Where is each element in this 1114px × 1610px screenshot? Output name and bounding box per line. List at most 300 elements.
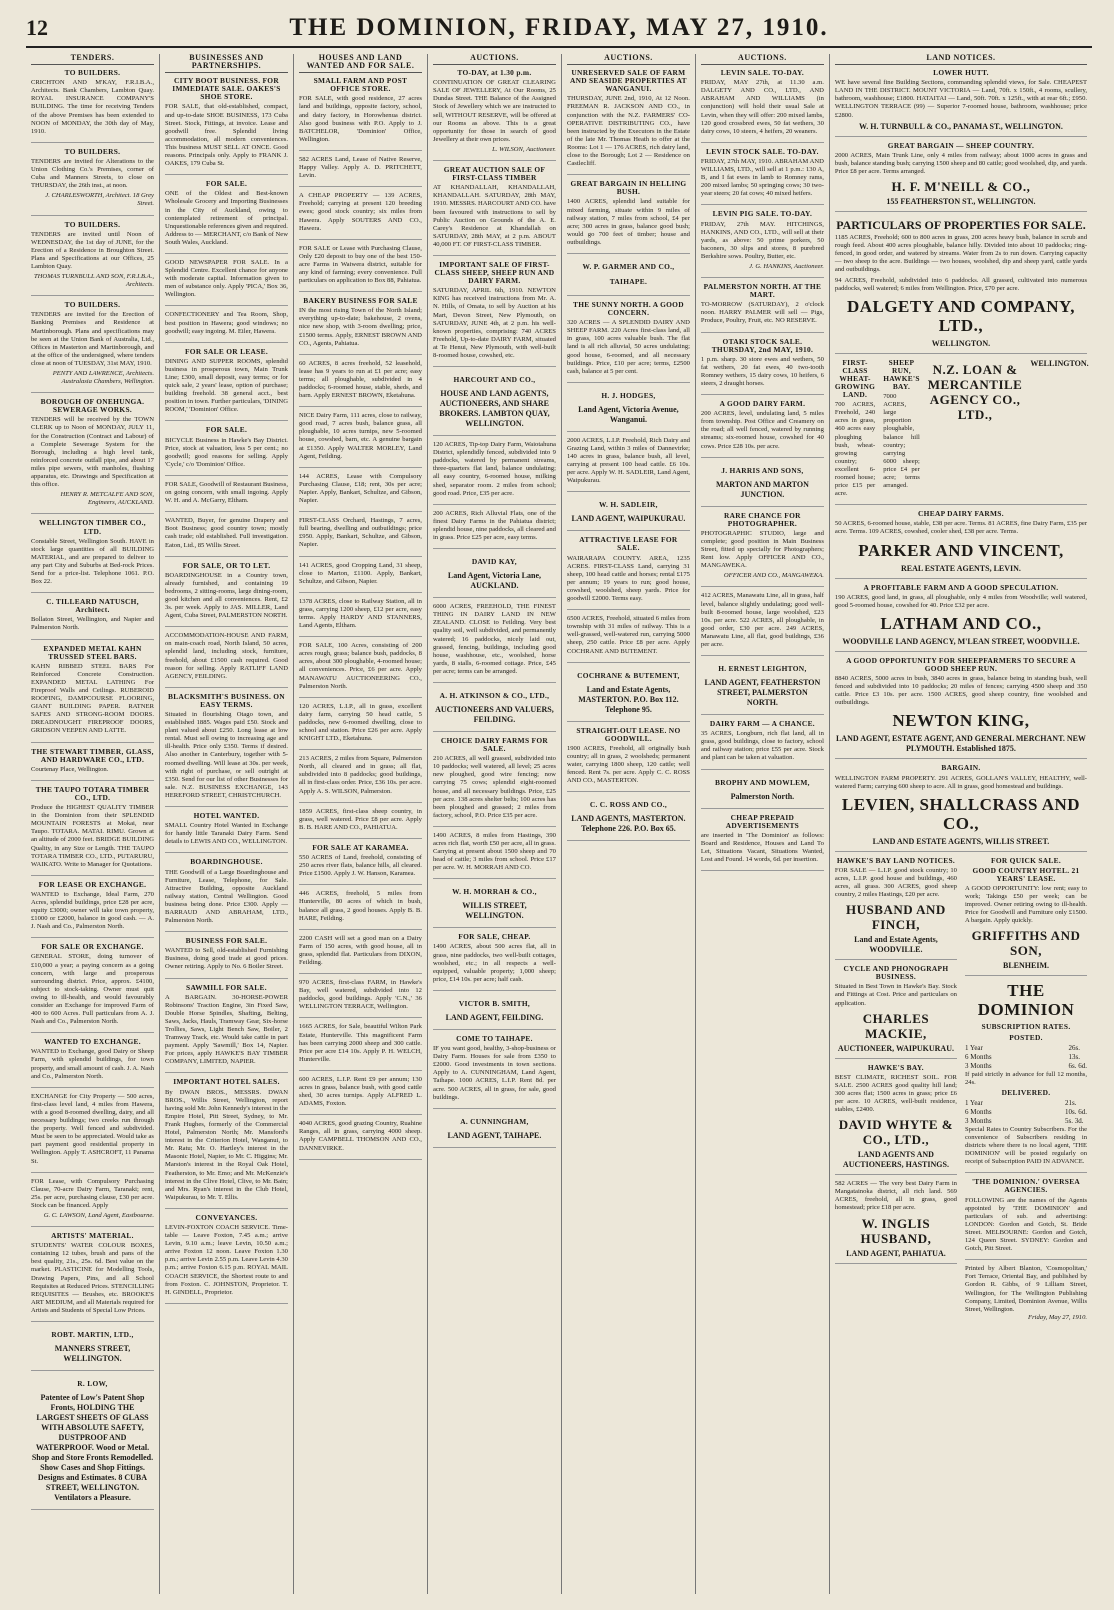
- ad-body: IN the most rising Town of the North Island; everything up-to-date; bakehouse, 2 ovens, nice new shop, with 3-room dwelling; price, £1500 terms. Apply, ERNEST BROWN AND CO., Agents, Pahiatua.: [298, 307, 422, 347]
- classified-ad: [165, 984, 288, 1074]
- ad-body: 1 p.m. sharp. 30 store ewes and wethers, 50 fat wethers, 20 fat ewes, 40 two-tooth Romney wethers, 15 dairy cows, 10 heifers, 6 steers, 2 draught horses.: [700, 355, 824, 387]
- rate-price: 5s. 3d.: [1065, 1116, 1084, 1125]
- ad-title: FOR SALE, OR TO LET.: [182, 560, 271, 570]
- ad-title: TO BUILDERS.: [64, 68, 121, 78]
- ad-body: BICYCLE Business in Hawke's Bay District. Price, stock at valuation, less 5 per cent.; no goodwill; good reasons for selling. Apply 'Cycle,' c/o 'Dominion' Office.: [164, 436, 288, 468]
- ad-title: LEVIN PIG SALE. TO-DAY.: [712, 209, 813, 219]
- advertiser-name: DALGETY AND COMPANY, LTD.,: [846, 296, 1075, 335]
- advertiser-address: REAL ESTATE AGENTS, LEVIN.: [900, 563, 1021, 573]
- ad-body: TENDERS are invited for Alterations to the Union Clothing Co.'s Premises, corner of Cuba and Manners Streets, to close on THURSDAY, the 26th inst., at noon.: [31, 157, 154, 190]
- column-auctions-3: [696, 54, 830, 1594]
- ad-body: By DWAN BROS., MESSRS. DWAN BROS., Willis Street, Wellington, report having sold Mr. John Kennedy's interest in the Empire Hotel, Pitt Street, Sydney, to Mr. Frank Hughes, formerly of the Commercial Hotel, Palmerston North; Mr. Mansford's interest in the Criterion Hotel, Wanganui, to Mr. Ratu; Mr. O. Hartley's interest in the Masonic Hotel, Napier, to Mr. C. Higgins; Mr. Marston's interest in the Royal Oak Hotel, Featherston, to Mr. Emo; and Mr. McKenzie's interest in the Clive Hotel, Clive, to Mr. Bain; and Mrs. Ryan's interest in the Club Hotel, Waipukurau, to Mr. T. Ellis.: [164, 1088, 288, 1201]
- ad-body: CONTINUATION OF GREAT CLEARING SALE OF JEWELLERY, At Our Rooms, 25 Dundas Street. THE Balance of the Assigned Stock of Jewellery which we are instructed to sell, WITHOUT RESERVE, will be offered at our Rooms as above. This is a great opportunity for those in search of good Jewellery at their own prices.: [432, 79, 556, 143]
- classified-ad: [701, 592, 824, 656]
- ad-title: ROBT. MARTIN, LTD.,: [51, 1330, 134, 1339]
- ad-body: 550 ACRES of Land, freehold, consisting of 250 acres river flats, balance hills, all cleared. Price £1500. Apply J. W. Hanson, Karamea.: [298, 854, 422, 878]
- ad-body: Patentee of Low's Patent Shop Fronts, HOLDING THE LARGEST SHEETS OF GLASS WITH ABSOLUTE SAFETY, DUSTPROOF AND WATERPROOF. Wood or Metal. Shop and Store Fronts Remodelled. Show Cases and Shop Fittings. Designs and Estimates. 8 CUBA STREET, WELLINGTON. Ventilators a Pleasure.: [31, 1393, 154, 1502]
- advertiser-name: DAVID WHYTE & CO., LTD.,: [838, 1117, 954, 1148]
- classified-ad: [433, 166, 556, 256]
- advertiser-address: LAND AND ESTATE AGENTS, WILLIS STREET.: [872, 836, 1050, 846]
- classified-ad: [165, 426, 288, 475]
- advertiser-name: LEVIEN, SHALLCRASS AND CO.,: [841, 794, 1081, 833]
- ad-title: A. H. ATKINSON & CO., LTD.,: [439, 690, 550, 700]
- classified-ad: [31, 519, 154, 593]
- classified-ad: [701, 69, 824, 143]
- rate-note: If paid strictly in advance for full 12 months, 24s.: [964, 1070, 1088, 1086]
- classified-ad: [299, 412, 422, 468]
- classified-ad: [299, 1076, 422, 1115]
- classified-ad: [299, 935, 422, 974]
- ad-title: VICTOR B. SMITH,: [458, 998, 531, 1008]
- ad-body: FRIDAY, 27th MAY. HITCHINGS, HANKINS, AND CO., LTD., will sell at their yards, as above: 50 prime porkers, 50 baconers, 30 slips and stores, 8 purebred Berkshire sows. Poultry, Butter, etc.: [700, 220, 824, 260]
- ad-body: LAND AGENT, FEATHERSTON STREET, PALMERSTON NORTH.: [704, 678, 821, 708]
- ad-title: J. HARRIS AND SONS,: [721, 465, 804, 475]
- classified-ad: [701, 661, 824, 715]
- rate-note: Special Rates to Country Subscribers. For the convenience of Subscribers residing in districts where there is no local agent, 'THE DOMINION' will be posted regularly on receipt of Subscription PAID IN ADVANCE.: [964, 1125, 1088, 1166]
- ad-body: GENERAL STORE, doing turnover of £10,000 a year; a paying concern as a going concern, with large and prosperous surrounding district. Price, approx. £4100, subject to stock-taking. Owner must quit owing to ill-health, and would favourably consider an Exchange for improved Farm of 400 to 600 Acres. Full particulars from A. J. Nash and Co., Palmerston North.: [31, 953, 154, 1026]
- ad-body: 1400 ACRES, splendid land suitable for mixed farming, situate within 9 miles of railway station, 7 miles from school, £4 per acre; 300 acres in grass, balance good bush; would go 700 feet of timber; house and outbuildings.: [566, 198, 690, 246]
- ad-title: UNRESERVED SALE OF FARM AND SEASIDE PROPERTIES AT WANGANUI.: [569, 68, 687, 94]
- ad-body: 1378 ACRES, close to Railway Station, all in grass, carrying 1200 sheep, £12 per acre, easy terms. Apply HARDY AND STANNERS, Land Agents, Eltham.: [298, 597, 422, 630]
- imprint: [965, 1265, 1087, 1322]
- ad-body: Palmerston North.: [730, 791, 795, 801]
- ad-title: COME TO TAIHAPE.: [456, 1033, 533, 1043]
- ad-body: 600 ACRES, L.I.P. Rent £9 per annum; 130 acres in grass, balance bush, with good cattle shed, 30 acres turnips. Apply ALFRED L. ADAMS, Foxton.: [298, 1075, 422, 1108]
- classified-ad: [433, 261, 556, 367]
- ad-body: FOLLOWING are the names of the Agents appointed by 'THE DOMINION' and particulars of sub. and advertising: LONDON: Gordon and Gotch, St. Bride Street. MELBOURNE: Gordon and Gotch, 124 Queen Street. SYDNEY: Gordon and Gotch, Pitt Street.: [964, 1196, 1088, 1253]
- classified-ad: [165, 693, 288, 807]
- classified-ad: [701, 148, 824, 206]
- rates-title: SUBSCRIPTION RATES.: [981, 1022, 1071, 1032]
- classified-ad: [299, 192, 422, 239]
- classified-ad: [165, 180, 288, 254]
- classified-ad: [701, 338, 824, 396]
- ad-signature: G. C. LAWSON, Land Agent, Eastbourne.: [43, 1211, 154, 1219]
- ad-title: DAIRY FARM — A CHANCE.: [709, 719, 815, 729]
- classified-ad: [165, 311, 288, 342]
- rate-label: 6 Months: [964, 1052, 992, 1061]
- classified-ad: [299, 473, 422, 512]
- subscription-box: [965, 981, 1087, 1173]
- ad-title: FOR LEASE OR EXCHANGE.: [38, 879, 147, 889]
- classified-ad: [31, 1376, 154, 1510]
- ad-lower-hutt: [835, 69, 1087, 137]
- ad-body: TENDERS will be received by the TOWN CLERK up to Noon of MONDAY, JULY 11, for the Construction (Contract and Labour) of a Complete Sewerage System for the Borough, including a high level tank, reinforced concrete outfall pipe, and about 17 miles pipe sewers, with manholes, flushing apparatus, etc. Drawings and Specification at this office.: [31, 416, 154, 489]
- ad-body: 1900 ACRES, Freehold, all originally bush country; all in grass, 2 woolsheds; permanent water, carrying 1800 sheep, 120 cattle; well fenced. Rent 7s. per acre. Apply C. C. ROSS AND CO., MASTERTON.: [566, 744, 690, 785]
- ad-body: 190 ACRES, good land, in grass, all ploughable, only 4 miles from Woodville; well watered, good 5-roomed house, cowshed for 40. Price £32 per acre.: [834, 593, 1088, 609]
- classified-ad: [299, 1023, 422, 1070]
- ad-body: 2000 ACRES, L.I.P. Freehold, Rich Dairy and Grazing Land, within 3 miles of Dannevirke; 140 acres in grass, balance bush, all level, carrying at present 100 head cattle. £6 10s. per acre. Apply W. H. SADLEIR, Land Agent, Waipukurau.: [566, 436, 690, 485]
- ad-body: HOUSE AND LAND AGENTS, AUCTIONEERS, AND SHARE BROKERS. LAMBTON QUAY, WELLINGTON.: [439, 389, 550, 429]
- advertiser-name: W. INGLIS HUSBAND,: [860, 1215, 932, 1246]
- classified-ad: [701, 720, 824, 769]
- ad-body: 2000 ACRES, Main Trunk Line, only 4 miles from railway; about 1000 acres in grass and bush, balance standing bush; carrying 1500 sheep and 80 cattle; good woolshed, dip, and yards. Price £8 per acre. Terms arranged.: [834, 151, 1088, 175]
- classified-ad: [433, 737, 556, 827]
- ad-title: C. C. ROSS AND CO.,: [589, 800, 667, 810]
- ad-body: 94 ACRES, Freehold, subdivided into 6 paddocks. All grassed, cultivated into numerous paddocks, well watered; 6 miles from Wellington. Price, £70 per acre.: [834, 276, 1088, 292]
- ad-title: TO BUILDERS.: [64, 219, 121, 229]
- ad-body: 320 ACRES — A SPLENDID DAIRY AND SHEEP FARM. 220 Acres first-class land, all in grass, 100 acres valuable bush. The flat land is all rich alluvial, 50 acres undulating; good house, 6-roomed, and all necessary buildings. Price, £10 per acre; terms, £2500 cash, balance at 5 per cent.: [566, 319, 690, 375]
- ad-body: CONFECTIONERY and Tea Room, Shop, best position in Hawera; good windows; no goodwill; easy ingoing. M. Eiler, Hawera.: [164, 311, 288, 335]
- classified-ad: [31, 301, 154, 393]
- ad-title: OTAKI STOCK SALE. THURSDAY, 2nd MAY, 1910.: [711, 336, 814, 354]
- ad-list: [701, 69, 824, 871]
- ad-body: EXCHANGE for City Property — 500 acres, first-class level land, 4 miles from Hawera, with a good 8-roomed dwelling, dairy, and all necessary buildings; two creeks run through the property. Well fenced and subdivided. Must be seen to be appreciated. Would take as part payment good residential property in Wellington. Apply T. ASHCROFT, 11 Panama St.: [31, 1092, 154, 1165]
- ad-body: 120 ACRES, Tip-top Dairy Farm, Waiotahuna District, splendidly fenced, subdivided into 9 paddocks, watered by permanent streams, three-quarters flat land, balance undulating; all easy country, 6-roomed house, milking shed, separator room. 2 miles from school; good road. Price, £35 per acre.: [432, 441, 556, 497]
- ad-title: R. LOW,: [77, 1379, 108, 1388]
- classified-ad: [433, 69, 556, 161]
- classified-ad: [433, 441, 556, 505]
- rate-label: 3 Months: [964, 1061, 992, 1070]
- classified-ad: [299, 297, 422, 355]
- ad-title: FOR SALE.: [205, 179, 248, 189]
- ad-title: SHEEP RUN, HAWKE'S BAY.: [883, 357, 920, 391]
- ad-title: FOR QUICK SALE.: [991, 855, 1061, 865]
- ad-title: A. CUNNINGHAM,: [460, 1116, 529, 1126]
- classified-ad: [567, 437, 690, 493]
- dominion-banner: THE DOMINION: [977, 981, 1075, 1020]
- ad-list: [31, 69, 154, 1510]
- column-heading: AUCTIONS.: [433, 54, 556, 65]
- classified-ad: [701, 210, 824, 278]
- ad-body: 213 ACRES, 2 miles from Square, Palmerston North, all cleared and in grass; all flat, subdivided into 8 paddocks; good buildings, all in first-class order. Price, £36 10s. per acre. Apply A. S. WILSON, Palmerston.: [298, 755, 422, 795]
- advertiser-name: W. H. TURNBULL & CO., PANAMA ST., WELLINGTON.: [859, 121, 1063, 131]
- column-auctions-2: [562, 54, 696, 1594]
- ad-body: NICE Dairy Farm, 111 acres, close to railway, good road, 7 acres bush, balance grass, all ploughable, 10 acres turnips, new 5-roomed house, cowshed, barn, etc. A genuine bargain at £1350. Apply WALTER MORLEY, Land Agent, Feilding.: [298, 412, 422, 460]
- classified-ad: [299, 1120, 422, 1159]
- classified-ad: [701, 463, 824, 507]
- ad-title: BROPHY AND MOWLEM,: [714, 777, 810, 787]
- column-auctions-1: [428, 54, 562, 1594]
- classified-ad: [165, 632, 288, 688]
- classified-ad: [31, 69, 154, 143]
- ad-mcneill: [835, 142, 1087, 212]
- ad-body: FOR SALE, Goodwill of Restaurant Business, on going concern, with small ingoing. Apply W. H. and A. McGarry, Eltham.: [164, 480, 288, 505]
- ad-body: KAHN RIBBED STEEL BARS For Reinforced Concrete Construction. EXPANDED METAL LATHING For Fireproof Walls and Ceilings. RUBEROID ROOFING, DAMPCOURSE FLOORING, GIANT BUILDING PAPER. RATNER SAFES AND STRONG-ROOM DOORS. DREADNOUGHT FIREPROOF DOORS, GRIDSON VEEPEN AND LATTE.: [31, 662, 154, 735]
- ad-body: 60 ACRES, 8 acres freehold, 52 leasehold, lease has 9 years to run at £1 per acre; easy terms; all ploughable, subdivided in 4 paddocks; 6-roomed house, stable, sheds, and barn. Apply ERNEST BROWN, Eketahuna.: [298, 359, 422, 400]
- ad-title: CHEAP DAIRY FARMS.: [918, 509, 1004, 519]
- advertiser-name: LATHAM AND CO.,: [880, 613, 1042, 633]
- ad-body: 412 ACRES, Manawatu Line, all in grass, half level, balance slightly undulating; good well-built 8-roomed house, large woolshed, £23 10s. per acre. 522 ACRES, all ploughable, in good order, £30 per acre. 249 ACRES, Manawatu Line, all flat, good buildings, £36 per acre.: [700, 592, 824, 648]
- rate-label: 3 Months: [964, 1116, 992, 1125]
- ad-body: SMALL Country Hotel Wanted in Exchange for handy little Taranaki Dairy Farm. Send details to LEWIS AND CO., WELLINGTON.: [164, 822, 288, 846]
- ad-body: DINING AND SUPPER ROOMS, splendid business in prosperous town, Main Trunk Line; £300, small deposit, easy terms; or for quick sale, 2 years' lease, option of purchase; building freehold. 38 general acct., best position in town. Further particulars, 'DINING ROOM,' 'Dominion' Office.: [164, 357, 288, 414]
- ad-title: LEVIN STOCK SALE. TO-DAY.: [706, 146, 819, 156]
- classified-ad: [567, 727, 690, 793]
- classified-ad: [433, 603, 556, 683]
- advertiser-address: WELLINGTON.: [1030, 358, 1089, 368]
- ad-title: HARCOURT AND CO.,: [453, 375, 536, 385]
- advertiser-name: H. F. M'NEILL & CO.,: [891, 179, 1031, 195]
- ad-body: LAND AGENT, WAIPUKURAU.: [571, 514, 686, 524]
- ad-body: FIRST-CLASS Orchard, Hastings, 7 acres, full bearing, dwelling and outbuildings; price £950. Apply, Bankart, Schultze, and Gibson, Napier.: [298, 517, 422, 549]
- ad-body: Land Agent, Victoria Lane, AUCKLAND.: [447, 571, 541, 591]
- classified-ad: [433, 996, 556, 1030]
- ad-body: Situated in flourishing Otago town, and established 1885. Wages paid £50. Stock and plant valued about £250. Long lease at low rental. Must sell owing to increasing age and ill-health. Price only £350. Terms if desired. Also another in Canterbury, together with 5-roomed dwelling. Will lease at 30s. per week, with right of purchase, or sell outright at £350. Send for our list of other Businesses for sale. N.Z. BUSINESS EXCHANGE, 143 HEREFORD STREET, CHRISTCHURCH.: [164, 711, 288, 799]
- ad-body: Produce the HIGHEST QUALITY TIMBER in the Dominion from their SPLENDID MOUNTAIN FORESTS at Mokai, near Taupo. TOTARA. MATAI. RIMU. Grown at an altitude of 2000 feet. BRIDGE BUILDING Quality, in any Size or Length. THE TAUPO TOTARA TIMBER CO., LTD., PUTARURU, WAIKATO. Write to Manager for Quotations.: [31, 804, 154, 868]
- ad-mackie: [835, 965, 957, 1058]
- ad-title: TO BUILDERS.: [64, 300, 121, 310]
- ad-body: Bollaton Street, Wellington, and Napier and Palmerston North.: [31, 616, 154, 632]
- ad-title: THE STEWART TIMBER, GLASS, AND HARDWARE CO., LTD.: [31, 746, 154, 764]
- ad-body: 446 ACRES, freehold, 5 miles from Hunterville, 80 acres of which in bush, balance all grass, 2 good houses. Apply B. B. HARE, Feilding.: [298, 890, 422, 922]
- column-heading: AUCTIONS.: [701, 54, 824, 65]
- ad-body: 2200 CASH will set a good man on a Dairy Farm of 150 acres, with good house, all in grass, splendid flat. Particulars from DIXON, Feilding.: [298, 934, 422, 966]
- ad-body: GOOD NEWSPAPER FOR SALE. In a Splendid Centre. Excellent chance for anyone with moderate capital. Information given to men of substance only. Apply 'PICA,' Box 36, Wellington.: [164, 258, 288, 299]
- ad-title: CHOICE DAIRY FARMS FOR SALE.: [440, 735, 549, 754]
- classified-ad: [299, 979, 422, 1018]
- ad-title: ATTRACTIVE LEASE FOR SALE.: [579, 535, 678, 553]
- ad-body: 6000 ACRES, FREEHOLD, THE FINEST THING IN DAIRY LAND IN NEW ZEALAND. CLOSE to Feilding. Very best quality soil, well subdivided, and permanently watered; 16 paddocks, nicely laid out, grassed, fencing, buildings, including good house, washhouse, etc., woolshed, horse yards, 8 stalls, 6-roomed cottage. Price, £45 per acre; terms can be arranged.: [432, 603, 556, 675]
- classified-ad: [433, 933, 556, 991]
- classified-ad: [299, 844, 422, 885]
- rate-label: 6 Months: [964, 1107, 992, 1116]
- classified-ad: [701, 775, 824, 809]
- delivered-title: DELIVERED.: [1001, 1087, 1051, 1097]
- ad-body: FRIDAY, 27th MAY, 1910. ABRAHAM AND WILLIAMS, LTD., will sell at 1 p.m.: 130 A, B, and I fat ewes in lamb to Romney rams, 200 mixed lambs; 50 springing cows; 30 two-year steers; 20 fat cows; 40 mixed heifers.: [700, 157, 824, 198]
- particulars-banner: PARTICULARS OF PROPERTIES FOR SALE.: [836, 218, 1086, 233]
- classified-ad: [433, 510, 556, 549]
- ad-body: 120 ACRES, L.I.P., all in grass, excellent dairy farm, carrying 50 head cattle, 5 paddocks, new 6-roomed dwelling, close to school and station. Price £26 per acre. Apply KNIGHT LTD., Eketahuna.: [298, 702, 422, 743]
- ad-title: A GOOD OPPORTUNITY FOR SHEEPFARMERS TO SECURE A GOOD SHEEP RUN.: [846, 655, 1076, 673]
- classified-ad: [567, 615, 690, 662]
- ad-title: BAKERY BUSINESS FOR SALE: [303, 296, 418, 306]
- ad-body: TENDERS are invited until Noon of WEDNESDAY, the 1st day of JUNE, for the Erection of a Residence in Broughton Street. Plans and Specifications at our Offices, 25 Lambton Quay.: [31, 230, 154, 270]
- ad-body: STUDENTS' WATER COLOUR BOXES, containing 12 tubes, brush and pans of the best quality, 21s., 25s. 6d. Best value on the market. PLASTICINE for Modelling Tools, Drawing Papers, Pins, and all School Requisites at Reduced Prices. STENCILLING REQUISITES — Brushes, etc. BROOKE'S ART MEDIUM, and all Materials required for Artists and Students of Special Low Prices.: [31, 1242, 154, 1314]
- classified-ad: [567, 497, 690, 531]
- ad-title: LEVIN SALE. TO-DAY.: [720, 68, 805, 78]
- advertiser-address: LAND AGENTS AND AUCTIONEERS, HASTINGS.: [842, 1150, 949, 1170]
- column-heading: AUCTIONS.: [567, 54, 690, 65]
- classified-ad: [701, 512, 824, 588]
- ad-title: STRAIGHT-OUT LEASE. NO GOODWILL.: [576, 725, 681, 743]
- bottom-left: [835, 857, 957, 1322]
- ad-body: 1859 ACRES, first-class sheep country, in grass, well watered. Price £8 per acre. Apply B. B. HARE AND CO., PAHIATUA.: [298, 807, 422, 831]
- classified-ad: [299, 598, 422, 637]
- ad-body: WILLIS STREET, WELLINGTON.: [462, 901, 527, 921]
- ad-signature: PENTY AND LAWRENCE, Architects. Australasia Chambers, Wellington.: [52, 370, 154, 386]
- rate-price: 6s. 6d.: [1068, 1061, 1088, 1070]
- ad-body: 4040 ACRES, good grazing Country, Ruahine Ranges, all in grass, carrying 4000 sheep. Apply CAMPBELL THOMSON AND CO., DANNEVIRKE.: [298, 1120, 422, 1152]
- classified-ad: [165, 858, 288, 932]
- ad-body: 200 ACRES, level, undulating land, 5 miles from township. Post Office and Creamery on the road; all well fenced, watered by running streams; six-roomed house, cowshed for 40 cows. Price £28 10s. per acre.: [700, 410, 824, 450]
- classified-ad: [567, 797, 690, 841]
- rate-label: 1 Year: [964, 1098, 983, 1107]
- ad-body: Land and Estate Agents, MASTERTON. P.O. Box 112. Telephone 95.: [578, 684, 679, 714]
- advertiser-address: WELLINGTON.: [931, 338, 991, 348]
- ad-newton-king: [835, 657, 1087, 760]
- ad-body: LAND AGENT, TAIHAPE.: [447, 1130, 542, 1140]
- classified-ad: [31, 1232, 154, 1322]
- classified-ad: [299, 77, 422, 151]
- classified-ad: [165, 812, 288, 853]
- ad-body: 1490 ACRES, 8 miles from Hastings, 390 acres rich flat, worth £50 per acre, all in grass. Carrying at present about 1500 sheep and 70 head of cattle; 3 miles from school. Price £17 per acre. W. H. MORRAH AND CO.: [432, 831, 556, 872]
- ad-nzloan: [835, 359, 1087, 506]
- ad-body: FOR SALE, 100 Acres, consisting of 200 acres rough, grass; balance bush, paddocks, 8 acres, about 300 ploughable, 4-roomed house; all conveniences. Price, £6 per acre. Apply MANAWATU AUCTIONEERING CO., Palmerston North.: [298, 642, 422, 690]
- classified-ad: [567, 388, 690, 432]
- ad-dalgety: [835, 234, 1087, 354]
- ad-title: FOR SALE OR EXCHANGE.: [41, 942, 144, 952]
- ad-body: BEST CLIMATE, RICHEST SOIL. FOR SALE. 2500 ACRES good quality hill land; 300 acres flat; 1500 acres in grass; price £6 per acre. 10 ACRES, well-built residence, stables, £2400.: [834, 1073, 957, 1114]
- ad-body: FRIDAY, MAY 27th, at 11.30 a.m. DALGETY AND CO., LTD., AND ABRAHAM AND WILLIAMS (in conjunction) will hold their usual Sale at Levin, when they will offer: 200 mixed lambs, 120 good crossbred ewes, 50 fat wethers, 30 dairy cows, 10 steers, 4 heifers, 20 weaners.: [700, 79, 824, 135]
- column-businesses: [160, 54, 294, 1594]
- ad-sheep-run: [883, 359, 920, 501]
- ad-title: W. H. SADLEIR,: [599, 500, 658, 510]
- ad-body: 6500 ACRES, Freehold, situated 6 miles from township with 31 miles of railway. This is a well-grassed, well-watered run, carrying 5000 sheep, 250 cattle. Price £8 per acre. Apply COCHRANE AND BUTEMENT.: [566, 615, 690, 655]
- overseas-agencies: [965, 1178, 1087, 1260]
- ad-title: CHEAP PREPAID ADVERTISEMENTS: [725, 812, 800, 830]
- imprint-text: Printed by Albert Blanton, 'Cosmopolitan,' Fort Terrace, Oriental Bay, and published by Gordon R. Gibbs, of 9 Lilliam Street, Wellington, for The Wellington Publishing Company, Limited, Dominion Avenue, Willis Street, Wellington.: [964, 1265, 1088, 1313]
- ad-body: 7000 ACRES, large proportion ploughable, balance hill country; carrying 6000 sheep; price £4 per acre; terms arranged.: [883, 393, 920, 490]
- classified-ad: [165, 562, 288, 628]
- ad-levien: [835, 764, 1087, 851]
- ad-title: WANTED TO EXCHANGE.: [44, 1037, 141, 1047]
- ad-body: 1185 ACRES, Freehold; 600 to 800 acres in grass, 200 acres heavy bush, balance in scrub and rough feed. About 400 acres ploughable, balance hilly. Divided into about 10 paddocks; ring-fenced, in good order, and watered by streams. Water from 2s to run down. Carrying capacity — two sheep to the acre. Buildings — two houses, woolshed, dip and sheep yard, cattle yards and outbuildings.: [834, 234, 1088, 274]
- ad-body: 50 ACRES, 6-roomed house, stable, £38 per acre. Terms. 81 ACRES, fine Dairy Farm, £35 per acre. Terms. 109 ACRES, cowshed, cooler shed, £38 per acre. Terms.: [834, 520, 1088, 536]
- ad-body: FOR SALE — L.I.P. good stock country; 10 acres, L.I.P. good house and buildings, 460 acres, all grass. 300 ACRES, good sheep country, 2 miles Hastings, £20 per acre.: [834, 866, 957, 899]
- ad-title: EXPANDED METAL KAHN TRUSSED STEEL BARS.: [43, 643, 142, 661]
- ad-body: Courtenay Place, Wellington.: [31, 765, 109, 773]
- ad-title: A GOOD DAIRY FARM.: [719, 399, 806, 409]
- classified-ad: [701, 283, 824, 332]
- ad-body: PHOTOGRAPHIC STUDIO, large and complete; good position in Main Business Street, fitted up specially for Photographers; Rent low. Apply OFFICER AND CO., MANGAWEKA.: [700, 529, 824, 570]
- classified-ad: [299, 808, 422, 839]
- ad-title: IMPORTANT HOTEL SALES.: [173, 1077, 280, 1087]
- ad-body: WELLINGTON FARM PROPERTY. 291 ACRES, GOLLAN'S VALLEY, HEALTHY, well-watered Farm; carrying 600 sheep to acre. All in grass, good homestead and buildings.: [834, 774, 1088, 790]
- advertiser-address: WOODVILLE LAND AGENCY, M'LEAN STREET, WOODVILLE.: [842, 636, 1080, 646]
- classified-ad: [299, 517, 422, 556]
- classified-ad: [567, 301, 690, 383]
- ad-title: HAWKE'S BAY LAND NOTICES.: [836, 855, 956, 865]
- ad-griffiths: [965, 857, 1087, 977]
- ad-whyte: [835, 1064, 957, 1176]
- ad-body: are inserted in 'The Dominion' as follows: Board and Residence, Houses and Land To Let, Situations Vacant, Situations Wanted, Lost and Found. 14 words, 6d. per insertion.: [700, 831, 824, 863]
- ad-body: 200 ACRES, Rich Alluvial Flats, one of the finest Dairy Farms in the Pahiatua district; splendid house, nine paddocks, all cleared and in grass. Price £25 per acre, easy terms.: [432, 509, 556, 542]
- ad-title: GREAT BARGAIN — SHEEP COUNTRY.: [887, 140, 1035, 150]
- ad-body: LEVIN-FOXTON COACH SERVICE. Time-table — Leave Foxton, 7.45 a.m.; arrive Levin, 9.10 a.m.; leave Levin, 10.50 a.m.; arrive Foxton 12 noon. Leave Foxton 1.30 p.m.; arrive Levin 2.55 p.m. Leave Levin 4.30 p.m.; arrive Foxton 6.15 p.m. ROYAL MAIL COACH SERVICE, the Shortest route to and from Foxton. C. JOHNSTON, Proprietor. T. H. GINDELL, Proprietor.: [164, 1223, 288, 1296]
- classified-ad: [31, 943, 154, 1033]
- ad-body: THE Goodwill of a Large Boardinghouse and Furniture, Lease, Telephone, for Sale. Attractive Building, opposite Auckland railway station, Central Wellington. Good business being done. Price £300. Apply — BARRAUD AND ABRAHAM, LTD., Palmerston North.: [164, 868, 288, 925]
- ad-title: GREAT BARGAIN IN HELLING BUSH.: [570, 179, 687, 197]
- classified-ad: [567, 259, 690, 296]
- bottom-right: [965, 857, 1087, 1322]
- ad-body: 35 ACRES, Longburn, rich flat land, all in grass, good buildings, close to factory, school and railway station; price £55 per acre. Stock and plant can be taken at valuation.: [700, 730, 824, 762]
- classified-ad: [299, 562, 422, 593]
- classified-ad: [165, 259, 288, 306]
- classified-ad: [31, 1038, 154, 1087]
- advertiser-address: BLENHEIM.: [1002, 961, 1049, 971]
- ad-title: LOWER HUTT.: [933, 68, 989, 78]
- ad-list: [567, 69, 690, 841]
- ad-signature: J. CHARLESWORTH, Architect. 18 Grey Street.: [45, 192, 154, 208]
- ad-title: TO BUILDERS.: [64, 146, 121, 156]
- ad-title: PALMERSTON NORTH. AT THE MART.: [703, 282, 822, 300]
- ad-body: 144 ACRES, Lease with Compulsory Purchasing Clause, £18; rent, 30s per acre; Napier. Apply, Bankart, Schultze, and Gibson, Napier.: [298, 472, 422, 505]
- ad-body: AUCTIONEERS AND VALUERS, FEILDING.: [435, 704, 554, 724]
- ad-title: WELLINGTON TIMBER CO., LTD.: [39, 518, 146, 536]
- classified-ad: [299, 642, 422, 698]
- ad-signature: L. WILSON, Auctioneer.: [492, 145, 556, 153]
- advertiser-name: GRIFFITHS AND SON,: [971, 928, 1081, 959]
- classified-ad: [31, 221, 154, 297]
- column-heading: HOUSES AND LAND WANTED AND FOR SALE.: [299, 54, 422, 73]
- posted-rates: [965, 1044, 1087, 1071]
- classified-ad: [701, 400, 824, 458]
- ad-body: WANTED to Exchange, Ideal Farm, 270 Acres, splendid buildings, price £28 per acre, equity £3000; owner will take town property, £1000 or £2000, balance in good cash. — A. J. Nash and Co., Palmerston North.: [31, 890, 154, 931]
- ad-body: 1665 ACRES, for Sale, beautiful Wilton Park Estate, Hunterville. This magnificent Farm has been carrying 2000 sheep and 300 cattle. Price per acre £14 10s. Apply P. H. WELCH, Hunterville.: [298, 1023, 422, 1063]
- ad-subtitle: GOOD COUNTRY HOTEL. 21 YEARS' LEASE.: [972, 865, 1080, 883]
- classified-ad: [299, 245, 422, 292]
- ad-title: HOTEL WANTED.: [193, 811, 260, 821]
- ad-pair: [835, 359, 920, 501]
- ad-body: THURSDAY, JUNE 2nd, 1910, At 12 Noon. FREEMAN R. JACKSON AND CO., in conjunction with the N.Z. FARMERS' CO-OPERATIVE DISTRIBUTING CO., have been instructed by the Executors in the Estate of the late Mr. Thomas Heath to offer at the Rooms: Lot 1 — 176 ACRES, rich dairy land, close to the Borough; Lot 2 — Residence on Castlecliff.: [566, 95, 690, 168]
- ad-body: MARTON AND MARTON JUNCTION.: [715, 479, 809, 499]
- rate-price: 10s. 6d.: [1065, 1107, 1088, 1116]
- ad-body: AT KHANDALLAH, KHANDALLAH, KHANDALLAH. SATURDAY, 28th MAY, 1910. MESSRS. HARCOURT AND CO. have been favoured with instructions to sell by Public Auction on Grounds of the A. E. Carey's Residence at Khandallah on SATURDAY, 28th MAY, at 2 p.m. ABOUT 40,000 FT. OF FIRST-CLASS TIMBER.: [432, 184, 556, 248]
- ad-wheat: [835, 359, 875, 501]
- advertiser-name: N.Z. LOAN & MERCANTILE AGENCY CO., LTD.,: [927, 361, 1023, 422]
- classified-ad: [31, 1178, 154, 1227]
- ad-body: FOR Lease, with Compulsory Purchasing Clause, 70-acre Dairy Farm, Taranaki; rent, 25s. per acre, purchasing clause, £30 per acre. Stock can be financed. Apply: [31, 1177, 154, 1209]
- classified-ad: [165, 517, 288, 556]
- ad-inglis: [835, 1180, 957, 1263]
- ad-title: CYCLE AND PHONOGRAPH BUSINESS.: [843, 964, 949, 982]
- ad-title: IMPORTANT SALE OF FIRST-CLASS SHEEP, SHEEP RUN AND DAIRY FARM.: [434, 259, 555, 286]
- classified-ad: [433, 372, 556, 436]
- ad-body: 8840 ACRES, 5000 acres in bush, 3840 acres in grass, balance being in standing bush, well fenced and subdivided into 10 paddocks; 20 miles of fences; carrying 4500 sheep and 350 cattle. Price £3 10s. per acre. 1500 ACRES, good sheep country, fine woolshed and outbuildings.: [834, 675, 1088, 707]
- ad-title: W. P. GARMER AND CO., TAIHAPE.: [582, 261, 675, 286]
- ad-title: BLACKSMITH'S BUSINESS. ON EASY TERMS.: [167, 691, 285, 709]
- classified-ad: [567, 536, 690, 610]
- ad-body: SATURDAY, APRIL 6th, 1910. NEWTON KING has received instructions from Mr. A. N. Hills, of Omata, to sell by Auction at his Mart, Devon Street, New Plymouth, on SATURDAY, JUNE 4th, at 2 p.m. his well-known properties, comprising: 740 ACRES Freehold, Up-to-date DAIRY FARM, situated at Te Henui, New Plymouth, with well-built 8-roomed house, cowshed, etc.: [432, 287, 556, 359]
- advertiser-name: NEWTON KING,: [892, 711, 1030, 731]
- ad-body: WANTED to Exchange, good Dairy or Sheep Farm, with splendid buildings, for town property, and small amount of cash. J. A. Nash and Co., Palmerston North.: [31, 1048, 154, 1080]
- classified-ad: [31, 398, 154, 514]
- ad-body: WANTED, Buyer, for genuine Drapery and Boot Business; good country town; mostly cash trade; old established. Full investigation. Eaton, Ltd., 85 Willis Street.: [164, 517, 288, 549]
- ad-title: SMALL FARM AND POST OFFICE STORE.: [313, 76, 408, 94]
- advertiser-address: Land and Estate Agents, WOODVILLE.: [854, 935, 938, 955]
- ad-body: Constable Street, Wellington South. HAVE in stock large quantities of all BUILDING MATERIAL, and are prepared to deliver to any part City and Suburbs at Bed-rock Prices. Send for a price-list. Telephone 1061. P.O. Box 22.: [31, 537, 154, 586]
- ad-title: GREAT AUCTION SALE OF FIRST-CLASS TIMBER: [443, 165, 546, 183]
- ad-title: BARGAIN.: [941, 763, 981, 773]
- advertiser-address: AUCTIONEER, WAIPUKURAU.: [837, 1043, 954, 1053]
- ad-body: A BARGAIN. 30-HORSE-POWER Robinsons' Traction Engine, 3in Fixed Saw, Double Horse Spindles, Shafting, Belting, Saws, Jacks, Hauls, Tramway Gear, Six-horse Trollies, Saws, Light Bench Saw, Boiler, 2 Tramway Track, etc. Would take cattle in part payment. Apply 'Sawmill,' Box 14, Napier. For prices, apply HAWKE'S BAY TIMBER COMPANY, LIMITED, NAPIER.: [164, 993, 288, 1066]
- ad-title: RARE CHANCE FOR PHOTOGRAPHER.: [724, 510, 801, 528]
- ad-body: CRICHTON AND M'KAY, F.R.I.B.A., Architects. Bank Chambers, Lambton Quay. ROYAL INSURANCE COMPANY'S BUILDING. The time for receiving Tenders of the above Premises has been extended to NOON of MONDAY, the 30th day of May, 1910.: [31, 79, 154, 135]
- classified-ad: [299, 156, 422, 187]
- rate-price: 26s.: [1068, 1043, 1081, 1052]
- ad-body: A CHEAP PROPERTY — 139 ACRES, Freehold; carrying at present 120 breeding ewes; good stock country; six miles from Hawera. Apply SOUTERS AND CO., Hawera.: [298, 192, 422, 232]
- ad-body: LAND AGENT, FEILDING.: [445, 1012, 544, 1022]
- ad-title: FOR SALE.: [205, 425, 248, 435]
- ad-body: IF you want good, healthy, 3-shop-business or Dairy Farm. Houses for sale from £350 to £2000. Good investments in town sections. Apply to A. CUNNINGHAM, Land Agent, Taihape. 1000 ACRES, L.I.P. Rent 8d. per acre. 500 ACRES, all in grass, for sale, good buildings.: [432, 1045, 556, 1101]
- classified-ad: [31, 748, 154, 781]
- ad-title: DAVID KAY,: [471, 557, 517, 567]
- ad-list: [299, 77, 422, 1159]
- classified-ad: [31, 645, 154, 743]
- ad-title: FIRST-CLASS WHEAT-GROWING LAND.: [834, 357, 876, 400]
- column-houses-land: [294, 54, 428, 1594]
- posted-title: POSTED.: [1009, 1032, 1043, 1042]
- ad-title: FOR SALE AT KARAMEA.: [312, 842, 409, 852]
- ad-parker: [835, 510, 1087, 578]
- ad-list: [165, 77, 288, 1304]
- ad-body: 700 ACRES, Freehold, 240 acres in grass, 460 acres easy ploughing bush, wheat-growing country; excellent 6-roomed house; price £15 per acre.: [834, 401, 876, 498]
- ad-title: FOR SALE, CHEAP.: [458, 932, 531, 942]
- ad-latham: [835, 584, 1087, 652]
- classified-ad: [433, 832, 556, 879]
- ad-body: ACCOMMODATION-HOUSE AND FARM, on main-coach road, North Island, 50 acres, splendid land, including stock, furniture, freehold, about £1500 cash required. Good reason for selling. Apply RATLIFF LAND AGENCY, FEILDING.: [164, 632, 288, 680]
